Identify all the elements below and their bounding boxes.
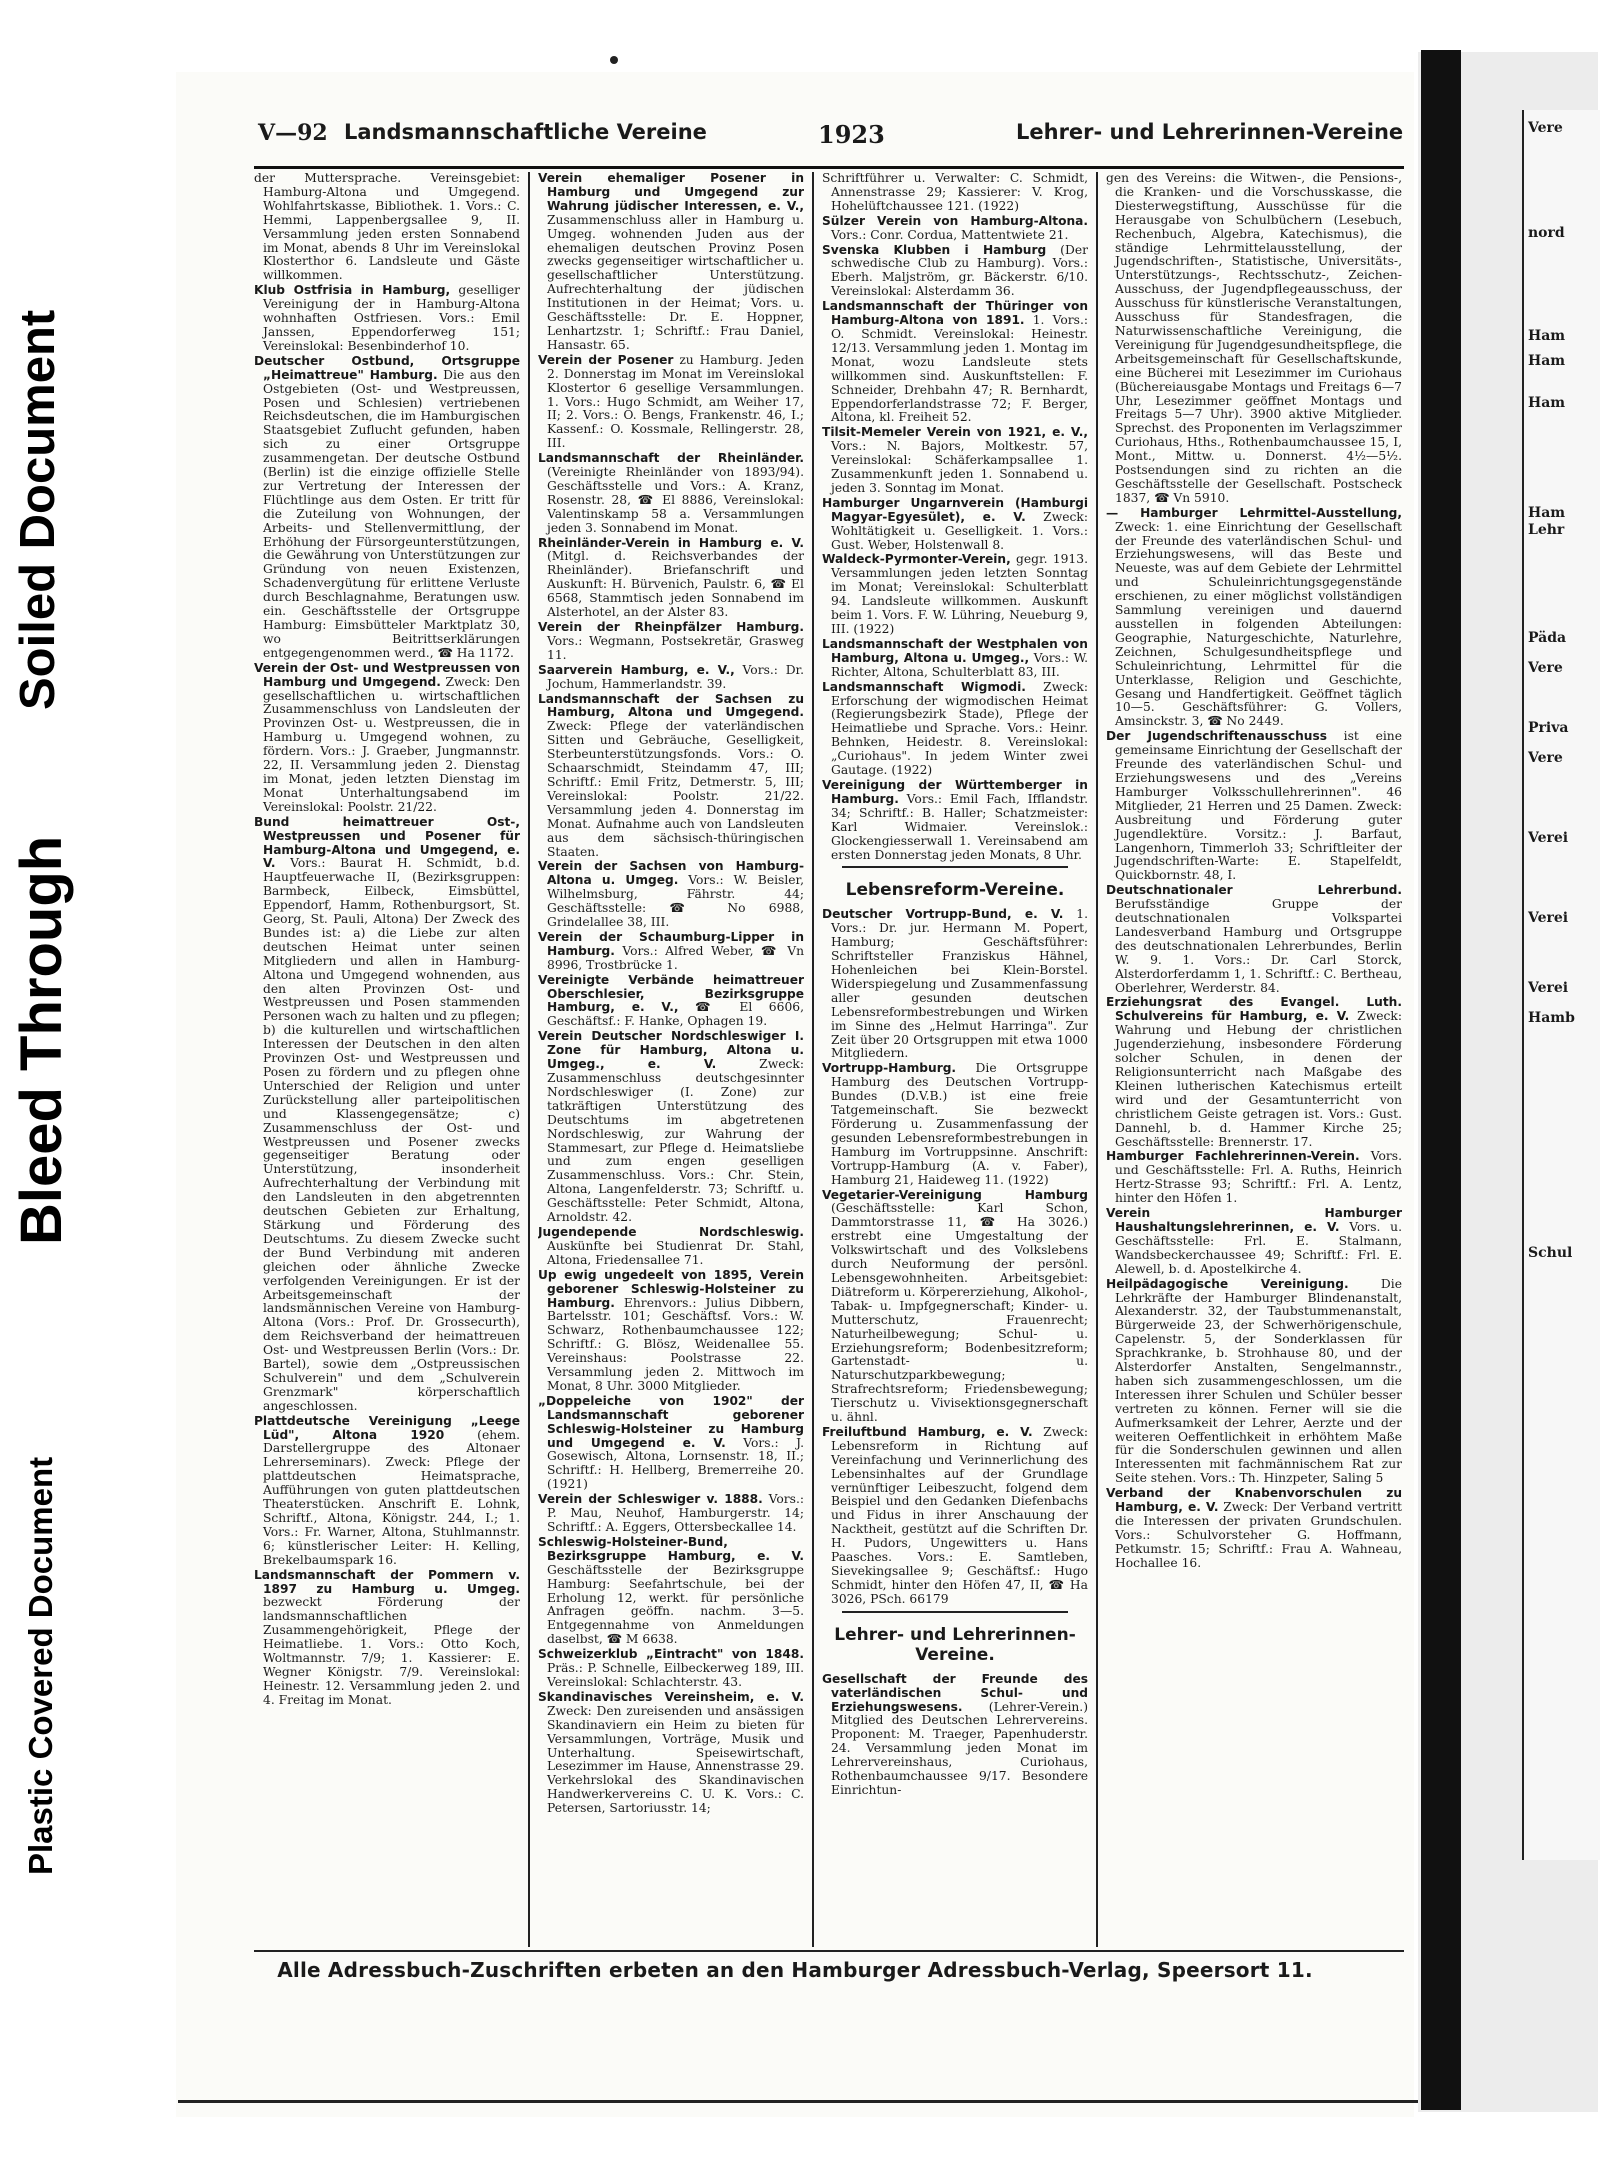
- entry-text: gen des Vereins: die Witwen-, die Pensions-, die Kranken- und die Vorschusskasse, die Diesterwegstiftung, Ausschüsse für die Herausgabe von Schulbüchern (Lesebuch, Rechenbuch, Algebra, Katechismus), die ständige Lehrmittelausstellung, der Jugendschriften-, Statistische, Universitäts-, Unterstützungs-, Rechtsschutz-, Zeichen-Ausschuss, der Jugendpflegeausschuss, der Ausschuss für künstlerische Veranstaltungen, Ausschuss für Standesfragen, die Naturwissenschaftliche Vereinigung, die Vereinigung für Jugendgesundheitspflege, die Arbeitsgemeinschaft für Gesellschaftskunde, eine Bücherei mit Lesezimmer im Curiohaus (Büchereiausgabe Montags und Freitags 6—7 Uhr, Lesezimmer geöffnet Montags und Freitags 5—7 Uhr). 3900 aktive Mitglieder. Sprechst. des Proponenten im Verlagszimmer Curiohaus, Hths., Rothenbaumchaussee 15, I, Mont., Mittw. u. Donnerst. 4½—5½. Postsendungen sind zu richten an die Geschäftsstelle der Gesellschaft. Postscheck 1837, ☎ Vn 5910.: [1106, 172, 1402, 505]
- entry-text: (Mitgl. d. Reichsverbandes der Rheinländer). Briefanschrift und Auskunft: H. Bürvenich, Paulstr. 6, ☎ El 6568, Stammtisch jeden Sonnabend im Alsterhotel, an der Alster 83.: [547, 549, 804, 620]
- entry-text: bezweckt Förderung der landsmannschaftlichen Zusammengehörigkeit, Pflege der Heimatliebe. 1. Vors.: Otto Koch, Woltmannstr. 7/9; 1. Kassierer: E. Wegner Königstr. 7/9. Vereinslokal: Heinestr. 12. Versammlung jeden 2. und 4. Freitag im Monat.: [263, 1595, 520, 1707]
- page-header: [176, 112, 1414, 162]
- entry-text: Die aus den Ostgebieten (Ost- und Westpreussen, Posen und Schlesien) vertriebenen Reichsdeutschen, die im Hamburgischen Staatsgebiet Zuflucht gefunden, haben sich zu einer Ortsgruppe zusammengetan. Der deutsche Ostbund (Berlin) ist die einzige offizielle Stelle zur Vertretung der Interessen der Flüchtlinge aus dem Osten. Er tritt für die Zuteilung von Wohnungen, der Arbeits- und Stellenvermittlung, der Erhöhung der Fürsorgeunterstützungen, die Gewährung von Unterstützungen zur Gründung von neuen Existenzen, Schadenvergütung für erlittene Verluste durch Beschlagnahme, Beratungen usw. ein. Geschäftsstelle der Ortsgruppe Hamburg: Eimsbütteler Marktplatz 30, wo Beitrittserklärungen entgegengenommen werd., ☎ Ha 1172.: [263, 367, 520, 660]
- entry-name: Vereinigung der Württemberger in Hamburg.: [822, 777, 1088, 806]
- scan-dot: [610, 56, 618, 64]
- entry-name: Jugendepende Nordschleswig.: [538, 1224, 804, 1239]
- entry-name: Skandinavisches Vereinsheim, e. V.: [538, 1689, 804, 1704]
- entry-name: Verein der Ost- und Westpreussen von Hamburg und Umgegend.: [254, 660, 520, 689]
- section-heading: Lehrer- und Lehrerinnen-Vereine.: [834, 1624, 1076, 1665]
- page-gutter: [1421, 50, 1461, 2110]
- entry-name: Hamburger Ungarnverein (Hamburgi Magyar-Egyesület), e. V.: [822, 495, 1088, 524]
- directory-entry: [538, 1493, 804, 1535]
- entry-name: Waldeck-Pyrmonter-Verein,: [822, 552, 1011, 567]
- entry-text: ist eine gemeinsame Einrichtung der Gesellschaft der Freunde des vaterländischen Schul- und Erziehungswesens und des „Vereins Hamburger Volksschullehrerinnen". 46 Mitglieder, 21 Herren und 25 Damen. Zweck: Ausbreitung und Förderung guter Jugendlektüre. Vorsitz.: J. Barfaut, Langenhorn, Timmerloh 33; Schriftleiter der Jugendschriften-Warte: E. Stapelfeldt, Quickbornstr. 48, I.: [1115, 729, 1402, 883]
- directory-entry: [538, 974, 804, 1030]
- adjacent-page-text: Verei: [1528, 980, 1569, 996]
- footer-rule: [254, 1950, 1404, 1952]
- entry-text: Vors.: W. Beisler, Wilhelmsburg, Fährstr. 44; Geschäftsstelle: ☎ No 6988, Grindelallee 38, III.: [547, 873, 804, 930]
- entry-name: Hamburger Fachlehrerinnen-Verein.: [1106, 1149, 1360, 1164]
- entry-text: Geschäftsstelle der Bezirksgruppe Hamburg: Seefahrtschule, bei der Erholung 12, werkt. für persönliche Anfragen geöffn. nachm. 3—5. Entgegennahme von Anmeldungen daselbst, ☎ M 6638.: [547, 1562, 804, 1647]
- entry-name: Rheinländer-Verein in Hamburg e. V.: [538, 535, 804, 550]
- entry-text: Zweck: Wohltätigkeit u. Geselligkeit. 1. Vors.: Gust. Weber, Holstenwall 8.: [831, 509, 1088, 552]
- directory-entry: [822, 426, 1088, 496]
- entry-text: (Der schwedische Club zu Hamburg). Vors.: Eberh. Maljström, gr. Bäckerstr. 6/10. Vereinslokal: Alsterdamm 36.: [831, 242, 1088, 299]
- text-column-3: [822, 172, 1088, 1947]
- section-rule: [842, 866, 1068, 868]
- entry-name: Vortrupp-Hamburg.: [822, 1061, 957, 1076]
- section-rule: [842, 1611, 1068, 1613]
- header-rule: [254, 166, 1404, 169]
- entry-text: 1. Vors.: Dr. jur. Hermann M. Popert, Hamburg; Geschäftsführer: Schriftsteller Franziskus Hähnel, Hohenleichen bei Klein-Borstel. Widerspiegelung und Zusammenfassung aller gesunden deutschen Lebensreformbestrebungen und Wirken im Sinne des „Helmut Harringa". Zur Zeit über 20 Ortsgruppen mit etwa 1000 Mitgliedern.: [831, 907, 1088, 1061]
- page-footer: Alle Adressbuch-Zuschriften erbeten an den Hamburger Adressbuch-Verlag, Speersort 11.: [277, 1958, 1313, 1982]
- directory-entry: [1106, 1278, 1402, 1487]
- directory-entry: [254, 1415, 520, 1568]
- entry-text: Vors.: Alfred Weber, ☎ Vn 8996, Trostbrücke 1.: [547, 943, 804, 972]
- entry-name: Bund heimattreuer Ost-, Westpreussen und Posener für Hamburg-Altona und Umgegend, e. V.: [254, 814, 520, 871]
- directory-entry: [538, 1395, 804, 1492]
- adjacent-page-text: Vere: [1528, 750, 1563, 766]
- entry-name: Up ewig ungedeelt von 1895, Verein geborener Schleswig-Holsteiner zu Hamburg.: [538, 1267, 804, 1310]
- entry-text: Zweck: Zusammenschluss deutschgesinnter Nordschleswiger (I. Zone) zur tatkräftigen Unterstützung des Deutschtums im abgetretenen Nordschleswig, zur Wahrung der Stammesart, zur Pflege d. Heimatsliebe und zum engen geselligen Zusammenschluss. Vors.: Chr. Stein, Altona, Langenfelderstr. 73; Schriftf. u. Geschäftsstelle: Peter Schmidt, Altona, Arnoldstr. 42.: [547, 1057, 804, 1225]
- entry-text: Vors.: W. Richter, Altona, Schulterblatt 83, III.: [831, 650, 1088, 679]
- entry-text: Die Ortsgruppe Hamburg des Deutschen Vortrupp-Bundes (D.V.B.) ist eine freie Tatgemeinschaft. Sie bezweckt Förderung u. Zusammenfassung der gesunden Lebensreformbestrebungen in Hamburg im Vortruppsinne. Anschrift: Vortrupp-Hamburg (A. v. Faber), Hamburg 21, Haideweg 11. (1922): [831, 1061, 1088, 1187]
- adjacent-page-text: Vere: [1528, 120, 1563, 136]
- adjacent-page-text: Vere: [1528, 660, 1563, 676]
- entry-text: Vors.: Conr. Cordua, Mattentwiete 21.: [831, 227, 1069, 242]
- adjacent-page-text: Ham: [1528, 328, 1566, 344]
- soiled-document-label: Soiled Document: [11, 309, 65, 710]
- entry-text: Die Lehrkräfte der Hamburger Blindenanstalt, Alexanderstr. 32, der Taubstummenanstalt, Bürgerweide 23, der Schwerhörigenschule, Capelenstr. 5, der Sonderklassen für Sprachkranke, b. Strohhause 80, und der Alsterdorfer Anstalten, Sengelmannstr., haben sich zusammengeschlossen, um die Interessen ihrer Schulen und Schüler besser vertreten zu können. Ferner will sie die Aufmerksamkeit der Lehrer, Aerzte und der weiteren Oeffentlichkeit in erhöhtem Maße für die Sonderschulen gewinnen und allen Interessenten mit fachmännischem Rat zur Seite stehen. Vors.: Th. Hinzpeter, Saling 5: [1115, 1276, 1402, 1486]
- entry-name: Plattdeutsche Vereinigung „Leege Lüd", Altona 1920: [254, 1413, 520, 1442]
- column-divider: [812, 172, 814, 1947]
- entry-text: Vors.: Dr. Jochum, Hammerlandstr. 39.: [547, 662, 804, 691]
- entry-name: Der Jugendschriftenausschuss: [1106, 729, 1327, 744]
- entry-text: Zweck: Den zureisenden und ansässigen Skandinaviern ein Heim zu bieten für Versammlungen, Vorträge, Musik und Unterhaltung. Speisewirtschaft, Lesezimmer im Hause, Annenstrasse 29. Verkehrslokal des Skandinavischen Handwerkervereins C. U. K. Vors.: C. Petersen, Sartoriusstr. 14;: [547, 1703, 804, 1816]
- header-right-title: Lehrer- und Lehrerinnen-Vereine: [1016, 120, 1404, 144]
- entry-text: Zusammenschluss aller in Hamburg u. Umgeg. wohnenden Juden aus der ehemaligen deutschen Provinz Posen zwecks gegenseitiger wirtschaftlicher u. gesellschaftlicher Unterstützung. Aufrechterhaltung der jüdischen Institutionen in der Heimat; Vors. u. Geschäftsstelle: Dr. E. Hoppner, Lenhartzstr. 1; Schriftf.: Frau Daniel, Hansastr. 65.: [547, 212, 804, 352]
- document-page: [176, 72, 1414, 2117]
- entry-name: Verein der Posener: [538, 352, 674, 367]
- entry-name: Verein ehemaliger Posener in Hamburg und Umgegend zur Wahrung jüdischer Interessen, e. V.,: [538, 172, 804, 213]
- directory-entry: [822, 638, 1088, 680]
- directory-entry: [254, 172, 520, 283]
- adjacent-page-fragment: [1522, 110, 1600, 1860]
- text-column-4: [1106, 172, 1402, 1947]
- entry-name: Landsmannschaft der Thüringer von Hamburg-Altona von 1891.: [822, 299, 1088, 328]
- header-left-title: Landsmannschaftliche Vereine: [344, 120, 707, 144]
- entry-text: Auskünfte bei Studienrat Dr. Stahl, Altona, Friedensallee 71.: [547, 1238, 804, 1267]
- directory-entry: [538, 452, 804, 535]
- plastic-covered-label: Plastic Covered Document: [22, 1456, 59, 1875]
- scan-annotations: [0, 150, 75, 1880]
- entry-text: Vors.: Emil Fach, Ifflandstr. 34; Schriftf.: B. Haller; Schatzmeister: Karl Widmaier. Vereinslok.: Glockengiesserwall 1. Vereinsabend am ersten Donnerstag jeden Monats, 8 Uhr.: [831, 791, 1088, 862]
- directory-entry: [538, 621, 804, 663]
- entry-text: Vors.: N. Bajors, Moltkestr. 57, Vereinslokal: Schäferkampsallee 1. Zusammenkunft jeden 1. Sonnabend u. jeden 3. Sonntag im Monat.: [831, 439, 1088, 495]
- directory-entry: [1106, 1150, 1402, 1206]
- column-divider: [528, 172, 530, 1947]
- entry-name: Tilsit-Memeler Verein von 1921, e. V.,: [822, 425, 1088, 440]
- directory-entry: [822, 1426, 1088, 1607]
- entry-name: Gesellschaft der Freunde des vaterländischen Schul- und Erziehungswesens.: [822, 1671, 1088, 1714]
- text-column-1: [254, 172, 520, 1947]
- adjacent-page-text: Ham: [1528, 353, 1566, 369]
- directory-entry: [538, 172, 804, 353]
- entry-name: Deutscher Ostbund, Ortsgruppe „Heimattreue" Hamburg.: [254, 353, 520, 382]
- directory-entry: [538, 1536, 804, 1647]
- entry-text: gegr. 1913. Versammlungen jeden letzten Sonntag im Monat; Vereinslokal: Schulterblatt 94. Landsleute willkommen. Auskunft beim 1. Vors. F. W. Lühring, Neueburg 9, III. (1922): [831, 552, 1088, 636]
- entry-name: Deutschnationaler Lehrerbund.: [1106, 883, 1402, 898]
- entry-name: Verein der Schleswiger v. 1888.: [538, 1492, 763, 1507]
- entry-name: Verein Deutscher Nordschleswiger I. Zone für Hamburg, Altona u. Umgeg., e. V.: [538, 1029, 804, 1072]
- entry-name: Freiluftbund Hamburg, e. V.: [822, 1424, 1033, 1439]
- entry-name: Landsmannschaft Wigmodi.: [822, 679, 1026, 694]
- text-column-2: [538, 172, 804, 1947]
- directory-entry: [538, 1691, 804, 1816]
- directory-entry: [822, 779, 1088, 862]
- directory-entry: [538, 664, 804, 692]
- directory-entry: [822, 553, 1088, 636]
- directory-entry: [1106, 1207, 1402, 1277]
- entry-text: (Lehrer-Verein.) Mitglied des Deutschen Lehrervereins. Proponent: M. Traeger, Papenhuderstr. 24. Versammlung jeden Monat im Lehrervereinshaus, Curiohaus, Rothenbaumchaussee 9/17. Besondere Einrichtun-: [831, 1699, 1088, 1797]
- adjacent-page-text: Priva: [1528, 720, 1569, 736]
- directory-entry: [538, 693, 804, 860]
- entry-name: Landsmannschaft der Rheinländer.: [538, 451, 804, 466]
- directory-entry: [538, 860, 804, 930]
- entry-text: Vors.: Wegmann, Postsekretär, Grasweg 11.: [547, 633, 804, 662]
- entry-text: 1. Vors.: O. Schmidt. Vereinslokal: Heinestr. 12/13. Versammlung jeden 1. Montag im Monat, wozu Landsleute stets willkommen sind. Auskunftstellen: F. Schneider, Drehbahn 47; R. Bernhardt, Eppendorferlandstrasse 72; F. Berger, Altona, kl. Freiheit 52.: [831, 313, 1088, 425]
- entry-text: Vors.: Baurat H. Schmidt, b.d. Hauptfeuerwache II, (Bezirksgruppen: Barmbeck, Eilbeck, Eimsbüttel, Eppendorf, Hamm, Rothenburgsort, St. Georg, St. Pauli, Altona) Der Zweck des Bundes ist: a) die Liebe zur alten deutschen Heimat unter seinen Mitgliedern und allen in Hamburg-Altona und Umgegend wohnenden, aus den alten Provinzen Ost- und Westpreussen und Posen stammenden Personen wach zu halten und zu pflegen; b) die kulturellen und wirtschaftlichen Interessen der Deutschen in den alten Provinzen Ost- und Westpreussen und Posen zu fördern und zu pflegen ohne Unterschied der Religion und unter Zurückstellung aller parteipolitischen und Klassengegensätze; c) Zusammenschluss der Ost- und Westpreussen und Posener zwecks gegenseitiger Beratung oder Unterstützung, insonderheit Aufrechterhaltung der Verbindung mit den Landsleuten in den abgetrennten deutschen Gebieten zur Erhaltung, Stärkung und Förderung des Deutschtums. Zu diesem Zwecke sucht der Bund Verbindung mit anderen gleichen oder ähnliche Zwecke verfolgenden Vereinigungen. Er ist der Arbeitsgemeinschaft der landsmännischen Vereine von Hamburg-Altona (Vors.: Prof. Dr. Grossecurth), dem Reichsverband der heimattreuen Ost- und Westpreussen Berlin (Vors.: Dr. Bartel), sowie dem „Ostpreussischen Schulverein" und dem „Schulverein Grenzmark" körperschaftlich angeschlossen.: [263, 856, 520, 1413]
- entry-name: Verein der Sachsen von Hamburg-Altona u. Umgeg.: [538, 859, 804, 888]
- entry-name: Landsmannschaft der Pommern v. 1897 zu Hamburg u. Umgeg.: [254, 1567, 520, 1596]
- directory-entry: [822, 300, 1088, 425]
- entry-name: Verein der Schaumburg-Lipper in Hamburg.: [538, 929, 804, 958]
- entry-name: Sülzer Verein von Hamburg-Altona.: [822, 213, 1088, 228]
- entry-name: Landsmannschaft der Westphalen von Hamburg, Altona u. Umgeg.,: [822, 636, 1088, 665]
- adjacent-page-text: Hamb: [1528, 1010, 1575, 1026]
- entry-name: Landsmannschaft der Sachsen zu Hamburg, Altona und Umgegend.: [538, 691, 804, 720]
- directory-entry: [254, 816, 520, 1414]
- entry-text: Zweck: 1. eine Einrichtung der Gesellschaft der Freunde des vaterländischen Schul- und Erziehungswesens, will das Beste und Neueste, was auf dem Gebiete der Lehrmittel und Schuleinrichtungsgegenstände erschienen, zu einer möglichst vollständigen Sammlung vereinigen und dauernd ausstellen in folgenden Abteilungen: Geographie, Naturgeschichte, Naturlehre, Zeichnen, Schulgesundheitspflege und Schuleinrichtung, Lehrmittel für die Unterklasse, Religion und Geschichte, Gesang und Handfertigkeit. Geöffnet täglich 10—5. Geschäftsführer: G. Vollers, Amsinckstr. 3, ☎ No 2449.: [1115, 519, 1402, 729]
- directory-entry: [822, 1062, 1088, 1187]
- entry-text: zu Hamburg. Jeden 2. Donnerstag im Monat im Vereinslokal Klostertor 6 gesellige Versammlungen. 1. Vors.: Hugo Schmidt, am Weiher 17, II; 2. Vors.: O. Bengs, Frankenstr. 46, I.; Kassenf.: O. Kossmale, Rellingerstr. 28, III.: [547, 352, 804, 451]
- entry-text: Vors.: J. Gosewisch, Altona, Lornsenstr. 18, II.; Schriftf.: H. Hellberg, Bremerreihe 20. (1921): [547, 1435, 804, 1492]
- directory-entry: [538, 1269, 804, 1394]
- directory-entry: [254, 355, 520, 661]
- entry-name: Verein der Rheinpfälzer Hamburg.: [538, 620, 804, 634]
- directory-entry: [822, 497, 1088, 553]
- bottom-rule: [178, 2100, 1418, 2103]
- entry-name: Klub Ostfrisia in Hamburg,: [254, 283, 451, 298]
- entry-text: Vors. und Geschäftsstelle: Frl. A. Ruths, Heinrich Hertz-Strasse 93; Schriftf.: Frl. A. Lentz, hinter den Höfen 1.: [1115, 1149, 1402, 1206]
- page-number: V—92: [258, 120, 328, 146]
- entry-text: (Geschäftsstelle: Karl Schon, Dammtorstrasse 11, ☎ Ha 3026.) erstrebt eine Umgestaltung der Volkswirtschaft und des Volkslebens durch Neuformung der persönl. Lebensgewohnheiten. Arbeitsgebiet: Diätreform u. Körpererziehung, Alkohol-, Tabak- u. Impfgegnerschaft; Kinder- u. Mutterschutz, Frauenrecht; Naturheilbewegung; Schul- u. Erziehungsreform; Bodenbesitzreform; Gartenstadt- u. Naturschutzparkbewegung; Strafrechtsreform; Friedensbewegung; Tierschutz u. Vivisektionsgegnerschaft u. ähnl.: [831, 1201, 1088, 1425]
- directory-entry: [822, 1189, 1088, 1425]
- entry-name: Schweizerklub „Eintracht" von 1848.: [538, 1647, 804, 1662]
- entry-name: Schleswig-Holsteiner-Bund, Bezirksgruppe Hamburg, e. V.: [538, 1534, 804, 1563]
- entry-text: Zweck: Wahrung und Hebung der christlichen Jugenderziehung, insbesondere Förderung solcher Schulen, in denen der Religionsunterricht nach Maßgabe des Kleinen lutherischen Katechismus erteilt wird und der Gesamtunterricht von christlichem Geiste getragen ist. Vors.: Gust. Dannehl, b. d. Hammer Kirche 25; Geschäftsstelle: Brennerstr. 17.: [1115, 1009, 1402, 1149]
- entry-name: Deutscher Vortrupp-Bund, e. V.: [822, 907, 1064, 922]
- entry-text: (ehem. Darstellergruppe des Altonaer Lehrerseminars). Zweck: Pflege der plattdeutschen Heimatsprache, Aufführungen von guten plattdeutschen Theaterstücken. Anschrift E. Lohnk, Schriftf., Altona, Königstr. 244, I.; 1. Vors.: Fr. Warner, Altona, Stuhlmannstr. 6; künstlerischer Leiter: H. Kelling, Brekelbaumspark 16.: [263, 1427, 520, 1567]
- directory-entry: [1106, 507, 1402, 730]
- adjacent-page-text: nord: [1528, 225, 1565, 241]
- entry-text: Vors.: P. Mau, Neuhof, Hamburgerstr. 14; Schriftf.: A. Eggers, Ottersbeckallee 14.: [547, 1492, 804, 1534]
- entry-name: „Doppeleiche von 1902" der Landsmannschaft geborener Schleswig-Holsteiner zu Hamburg und Umgegend e. V.: [538, 1393, 804, 1450]
- directory-entry: [538, 931, 804, 973]
- directory-entry: [1106, 996, 1402, 1149]
- entry-text: ☎ El 6606, Geschäftsf.: F. Hanke, Ophagen 19.: [547, 1000, 804, 1029]
- directory-entry: [822, 1673, 1088, 1798]
- directory-entry: [1106, 172, 1402, 506]
- directory-entry: [1106, 730, 1402, 883]
- directory-entry: [1106, 884, 1402, 995]
- directory-entry: [822, 215, 1088, 243]
- adjacent-page-text: Ham: [1528, 395, 1566, 411]
- entry-name: Svenska Klubben i Hamburg: [822, 242, 1047, 257]
- entry-text: Zweck: Lebensreform in Richtung auf Vereinfachung und Verinnerlichung des Lebensinhaltes auf der Grundlage vernünftiger Leibeszucht, folgend dem Beispiel und den Gedanken Diefenbachs und Fidus in ihrer Anschauung der Nacktheit, gestützt auf die Schriften Dr. H. Pudors, Ungewitters u. Hans Paasches. Vors.: E. Samtleben, Sievekingsallee 9; Geschäftsf.: Hugo Schmidt, hinter den Höfen 47, II, ☎ Ha 3026, PSch. 66179: [831, 1424, 1088, 1606]
- entry-name: Erziehungsrat des Evangel. Luth. Schulvereins für Hamburg, e. V.: [1106, 995, 1402, 1024]
- adjacent-page-text: Verei: [1528, 830, 1569, 846]
- entry-text: (Vereinigte Rheinländer von 1893/94). Geschäftsstelle und Vors.: A. Kranz, Rosenstr. 28, ☎ El 8886, Vereinslokal: Valentinskamp 58 a. Versammlungen jeden 3. Sonnabend im Monat.: [547, 465, 804, 535]
- directory-entry: [1106, 1487, 1402, 1570]
- directory-entry: [254, 662, 520, 815]
- adjacent-page-text: Ham: [1528, 505, 1566, 521]
- entry-text: Vors. u. Geschäftsstelle: Frl. E. Stalmann, Wandsbeckerchaussee 49; Schriftf.: Frl. E. Alewell, b. d. Apostelkirche 4.: [1115, 1219, 1402, 1276]
- entry-name: Saarverein Hamburg, e. V.,: [538, 662, 735, 677]
- adjacent-page-text: Verei: [1528, 910, 1569, 926]
- directory-entry: [538, 1030, 804, 1225]
- entry-text: der Muttersprache. Vereinsgebiet: Hamburg-Altona und Umgegend. Wohlfahrtskasse, Bibliothek. 1. Vors.: C. Hemmi, Lappenbergsallee 9, II. Versammlung jeden ersten Sonnabend im Monat, abends 8 Uhr im Vereinslokal Klosterthor 6. Landsleute und Gäste willkommen.: [254, 172, 520, 283]
- directory-entry: [538, 354, 804, 451]
- entry-name: Vegetarier-Vereinigung Hamburg: [822, 1187, 1088, 1202]
- entry-text: Zweck: Der Verband vertritt die Interessen der privaten Grundschulen. Vors.: Schulvorsteher G. Hoffmann, Petkumstr. 15; Schriftf.: Frau A. Wahneau, Hochallee 16.: [1115, 1500, 1402, 1570]
- entry-text: Zweck: Pflege der vaterländischen Sitten und Gebräuche, Geselligkeit, Sterbeunterstützungsfonds. Vors.: O. Schaarschmidt, Steindamm 47, III; Schriftf.: Emil Fritz, Detmerstr. 5, III; Vereinslokal: Poolstr. 21/22. Versammlung jeden 4. Donnerstag im Monat. Aufnahme auch von Landsleuten aus dem sächsisch-thüringischen Staaten.: [547, 719, 804, 859]
- entry-text: Zweck: Erforschung der wigmodischen Heimat (Regierungsbezirk Stade), Pflege der Heimatliebe und Sprache. Vors.: Heinr. Behnken, Heidestr. 8. Vereinslokal: „Curiohaus". In jedem Winter zwei Gautage. (1922): [831, 679, 1088, 778]
- adjacent-page-text: Schul: [1528, 1245, 1573, 1261]
- entry-text: Berufsständige Gruppe der deutschnationalen Volkspartei Landesverband Hamburg und Ortsgruppe des deutschnationalen Lehrerbundes, Berlin W. 9. 1. Vors.: Dr. Carl Storck, Alsterdorferdamm 1, 1. Schriftf.: C. Bertheau, Oberlehrer, Werderstr. 84.: [1115, 897, 1402, 995]
- column-divider: [1096, 172, 1098, 1947]
- entry-name: Vereinigte Verbände heimattreuer Oberschlesier, Bezirksgruppe Hamburg, e. V.,: [538, 972, 804, 1015]
- entry-name: — Hamburger Lehrmittel-Ausstellung,: [1106, 505, 1402, 520]
- directory-entry: [254, 1569, 520, 1708]
- entry-text: Zweck: Den gesellschaftlichen u. wirtschaftlichen Zusammenschluss von Landsleuten der Provinzen Ost- u. Westpreussen, die in Hamburg u. Umgegend wohnen, zu fördern. Vors.: J. Graeber, Jungmannstr. 22, II. Versammlung jeden 2. Dienstag im Monat, jeden letzten Dienstag im Monat Unterhaltungsabend im Vereinslokal: Poolstr. 21/22.: [263, 674, 520, 814]
- entry-text: Schriftführer u. Verwalter: C. Schmidt, Annenstrasse 29; Kassierer: V. Krog, Hohelüftchaussee 121. (1922): [822, 172, 1088, 213]
- entry-name: Verband der Knabenvorschulen zu Hamburg, e. V.: [1106, 1486, 1402, 1515]
- entry-text: Präs.: P. Schnelle, Eilbeckerweg 189, III. Vereinslokal: Schlachterstr. 43.: [547, 1661, 804, 1689]
- bleed-through-label: Bleed Through: [9, 835, 74, 1245]
- directory-entry: [538, 1226, 804, 1268]
- entry-text: Ehrenvors.: Julius Dibbern, Bartelsstr. 101; Geschäftsf. Vors.: W. Schwarz, Rothenbaumchaussee 122; Schriftf.: G. Blösz, Weidenallee 55. Vereinshaus: Poolstrasse 22. Versammlung jeden 2. Mittwoch im Monat, 8 Uhr. 3000 Mitglieder.: [547, 1295, 804, 1393]
- directory-entry: [254, 284, 520, 354]
- directory-entry: [538, 537, 804, 620]
- entry-name: Heilpädagogische Vereinigung.: [1106, 1276, 1349, 1291]
- entry-text: geselliger Vereinigung der in Hamburg-Altona wohnhaften Ostfriesen. Vors.: Emil Janssen, Eppendorferweg 151; Vereinslokal: Besenbinderhof 10.: [263, 283, 520, 353]
- directory-entry: [822, 172, 1088, 214]
- adjacent-page-text: Päda: [1528, 630, 1567, 646]
- directory-entry: [822, 681, 1088, 778]
- directory-entry: [822, 244, 1088, 300]
- header-year: 1923: [818, 120, 885, 149]
- directory-entry: [822, 908, 1088, 1061]
- entry-name: Verein Hamburger Haushaltungslehrerinnen, e. V.: [1106, 1206, 1402, 1234]
- section-heading: Lebensreform-Vereine.: [845, 880, 1065, 901]
- directory-entry: [538, 1648, 804, 1690]
- adjacent-page-text: Lehr: [1528, 522, 1565, 538]
